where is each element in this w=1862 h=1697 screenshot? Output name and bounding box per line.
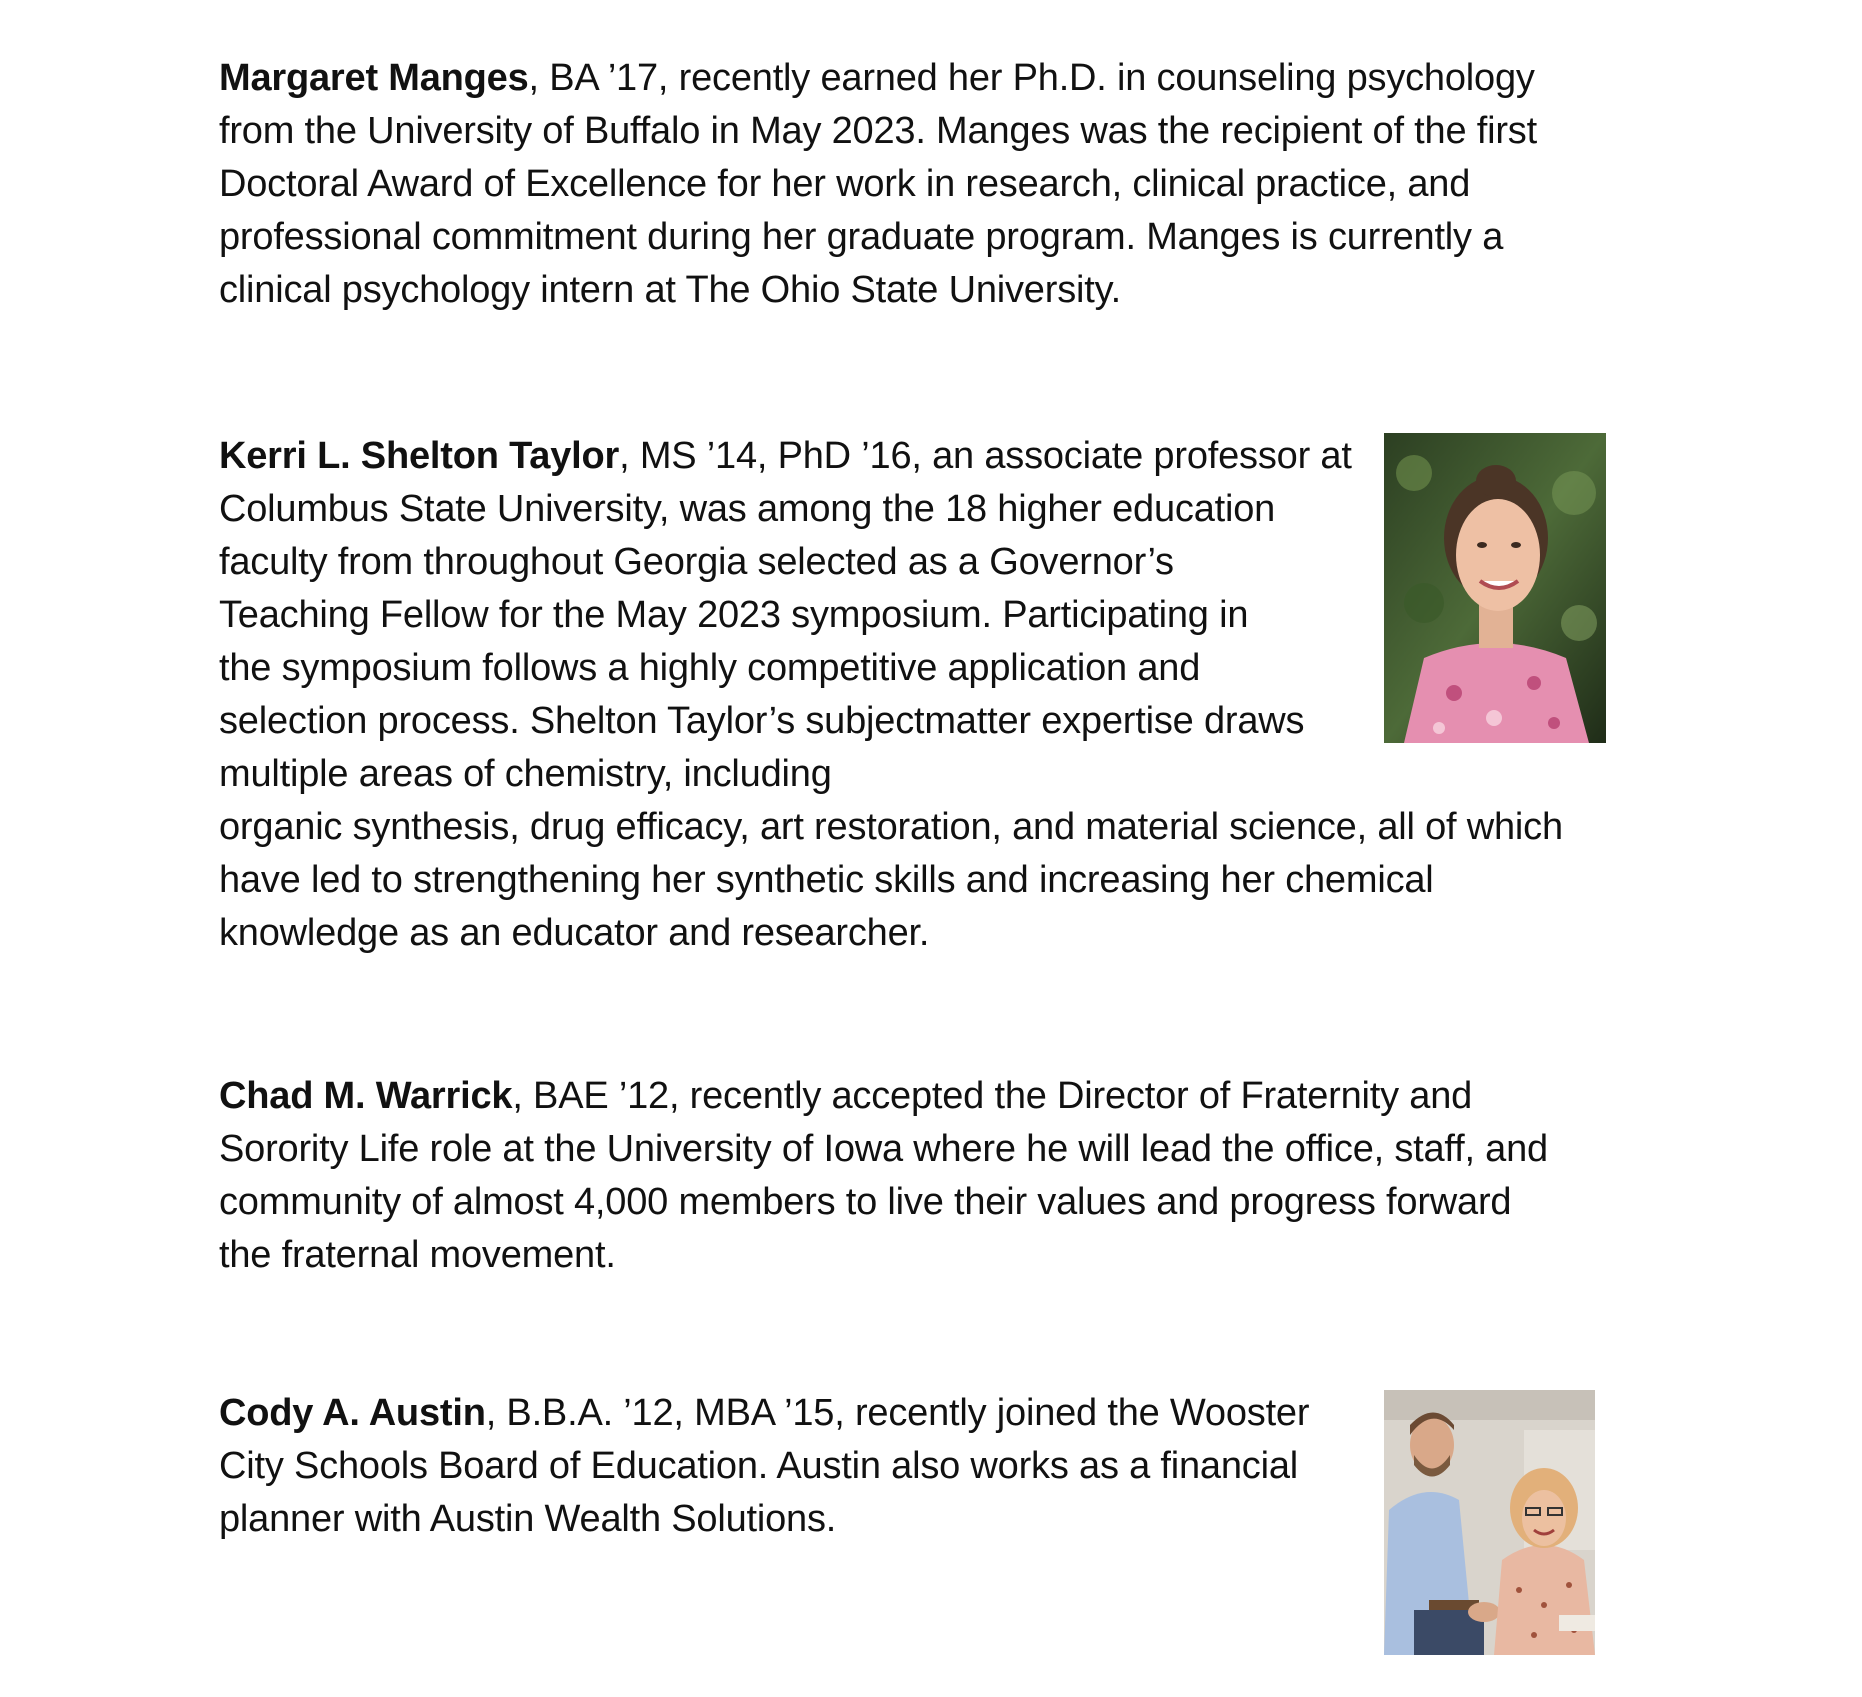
alumni-name: Cody A. Austin bbox=[219, 1392, 486, 1434]
alumni-name: Kerri L. Shelton Taylor bbox=[219, 435, 620, 477]
portrait-image bbox=[1384, 433, 1606, 743]
text-line: clinical psychology intern at The Ohio State University. bbox=[219, 269, 1121, 311]
text-line: Sorority Life role at the University of Iowa where he will lead the office, staff, and bbox=[219, 1128, 1548, 1170]
text-line: multiple areas of chemistry, including bbox=[219, 753, 832, 795]
handshake-photo bbox=[1384, 1390, 1595, 1655]
text-line: faculty from throughout Georgia selected as a Governor’s bbox=[219, 541, 1174, 583]
text-line: community of almost 4,000 members to live their values and progress forward bbox=[219, 1181, 1512, 1223]
text-line: Teaching Fellow for the May 2023 symposium. Participating in bbox=[219, 594, 1249, 636]
text-line: knowledge as an educator and researcher. bbox=[219, 912, 930, 954]
alumni-note-warrick bbox=[219, 1070, 1639, 1282]
alumni-name: Margaret Manges bbox=[219, 57, 529, 99]
text-line: the fraternal movement. bbox=[219, 1234, 616, 1276]
text-line: Columbus State University, was among the 18 higher education bbox=[219, 488, 1276, 530]
text-line: Cody A. Austin, B.B.A. ’12, MBA ’15, recently joined the Wooster bbox=[219, 1392, 1310, 1434]
text-line: planner with Austin Wealth Solutions. bbox=[219, 1498, 837, 1540]
text-line: professional commitment during her graduate program. Manges is currently a bbox=[219, 216, 1504, 258]
alumni-note-austin bbox=[219, 1387, 1369, 1546]
alumni-name: Chad M. Warrick bbox=[219, 1075, 513, 1117]
text-line: the symposium follows a highly competitive application and bbox=[219, 647, 1201, 689]
text-line: Kerri L. Shelton Taylor, MS ’14, PhD ’16, an associate professor at bbox=[219, 435, 1352, 477]
handshake-image bbox=[1384, 1390, 1595, 1655]
portrait-photo bbox=[1384, 433, 1606, 743]
text-line: Chad M. Warrick, BAE ’12, recently accepted the Director of Fraternity and bbox=[219, 1075, 1473, 1117]
text-line: Margaret Manges, BA ’17, recently earned her Ph.D. in counseling psychology bbox=[219, 57, 1535, 99]
text-line: from the University of Buffalo in May 2023. Manges was the recipient of the first bbox=[219, 110, 1537, 152]
text-line: organic synthesis, drug efficacy, art restoration, and material science, all of which bbox=[219, 806, 1563, 848]
text-line: have led to strengthening her synthetic skills and increasing her chemical bbox=[219, 859, 1434, 901]
text-line: Doctoral Award of Excellence for her work in research, clinical practice, and bbox=[219, 163, 1471, 205]
text-line: City Schools Board of Education. Austin also works as a financial bbox=[219, 1445, 1299, 1487]
alumni-note-manges bbox=[219, 52, 1639, 317]
text-line: selection process. Shelton Taylor’s subjectmatter expertise draws bbox=[219, 700, 1305, 742]
